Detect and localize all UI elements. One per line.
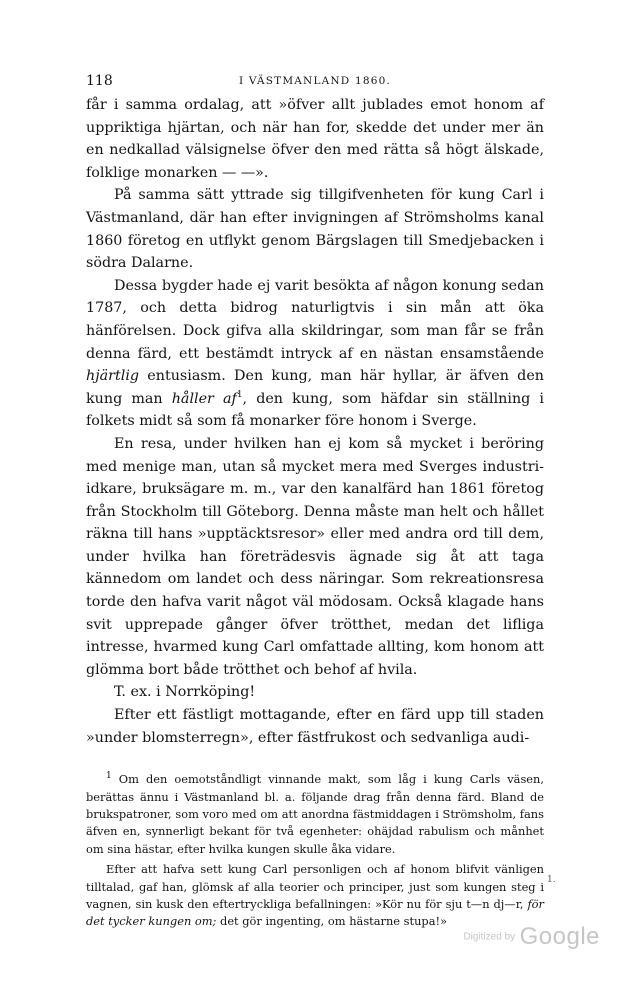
corner-mark: 1. <box>547 875 556 885</box>
text-run: entusiasm. Den kung, man här hyllar, är äfven den kung man <box>86 368 544 407</box>
text-run: , den kung, som häfdar sin ställning i folkets midt så som få monarker före honom i Sverge. <box>86 390 544 430</box>
running-head: I VÄSTMANLAND 1860. <box>238 75 391 87</box>
text-run: Om den oemotståndligt vinnande makt, som låg i kung Carls väsen, berättas ännu i Västmanland bl. a. följande drag från denna färd. Bland de brukspatroner, som voro med om att anordna fästmiddagen i Strömsholm, fans äfven en, synnerligt bekant för två egenheter: ohäjdad rabulism och månhet om sina hästar, efter hvilka kungen skulle åka vidare. <box>86 772 544 856</box>
body-paragraph <box>86 184 544 274</box>
text-run: T. ex. i Norrköping! <box>114 684 256 701</box>
text-run: Efter att hafva sett kung Carl personligen och af honom blifvit vänligen tilltalad, gaf han, glömsk af alla teorier och principer, just som kungen steg i vagnen, sin kusk den eftertryckliga befallningen: »Kör nu för sju t—n dj—r, <box>86 862 544 912</box>
page-number: 118 <box>86 73 113 89</box>
footnotes <box>86 771 544 931</box>
body-paragraph <box>86 94 544 184</box>
digitized-watermark <box>0 923 600 951</box>
footnote-paragraph <box>86 861 544 931</box>
text-run: På samma sätt yttrade sig tillgifvenheten för kung Carl i Västmanland, där han efter invigningen af Strömsholms kanal 1860 företog en utflykt genom Bärgslagen till Smedjebacken i södra Dalarne. <box>86 187 544 272</box>
footnote-marker: 1 <box>106 771 112 782</box>
book-page <box>86 68 544 931</box>
footnote-paragraph <box>86 771 544 858</box>
body-paragraph <box>86 275 544 433</box>
italic-text: hjärtlig <box>86 368 140 385</box>
google-logo: Google <box>519 923 600 950</box>
body-paragraph <box>86 433 544 682</box>
italic-text: för det tycker kungen om; <box>86 897 544 929</box>
body-paragraph <box>86 704 544 749</box>
text-run: En resa, under hvilken han ej kom så mycket i beröring med menige man, utan så mycket mera med Sverges industriidkare, bruksägare m. m., var den kanalfärd han 1861 företog från Stockholm till Göteborg. Denna måste man helt och hållet räkna till hans »upptäcktsresor» eller med andra ord till dem, under hvilka han företrädesvis ägnade sig åt att taga kännedom om landet och dess näringar. Som rekreationsresa torde den hafva varit något väl mödosam. Också klagade hans svit upprepade gånger öfver trötthet, medan det lifliga intresse, hvarmed kung Carl omfattade allting, kom honom att glömma bort både trötthet och behof af hvila. <box>86 435 544 678</box>
body-text <box>86 94 544 749</box>
text-run: får i samma ordalag, att »öfver allt jublades emot honom af uppriktiga hjärtan, och när han for, skedde det under mer än en nedkallad välsignelse öfver den med rätta så högt älskade, folklige monarken — —». <box>86 97 544 181</box>
body-paragraph <box>86 681 544 704</box>
page-header <box>86 68 544 94</box>
text-run: Efter ett fästligt mottagande, efter en färd upp till staden »under blomsterregn», efter fästfrukost och sedvanliga audi- <box>86 707 544 746</box>
footnote-marker: 1 <box>236 389 243 400</box>
watermark-prefix: Digitized by <box>463 931 516 943</box>
text-run: det gör ingenting, om hästarne stupa!» <box>216 914 448 929</box>
italic-text: håller af <box>171 390 237 407</box>
text-run: Dessa bygder hade ej varit besökta af någon konung sedan 1787, och detta bidrog naturligtvis i sin mån att öka hänförelsen. Dock gifva alla skildringar, som man får se från denna färd, ett bestämdt intryck af en nästan ensamstående <box>86 277 544 362</box>
